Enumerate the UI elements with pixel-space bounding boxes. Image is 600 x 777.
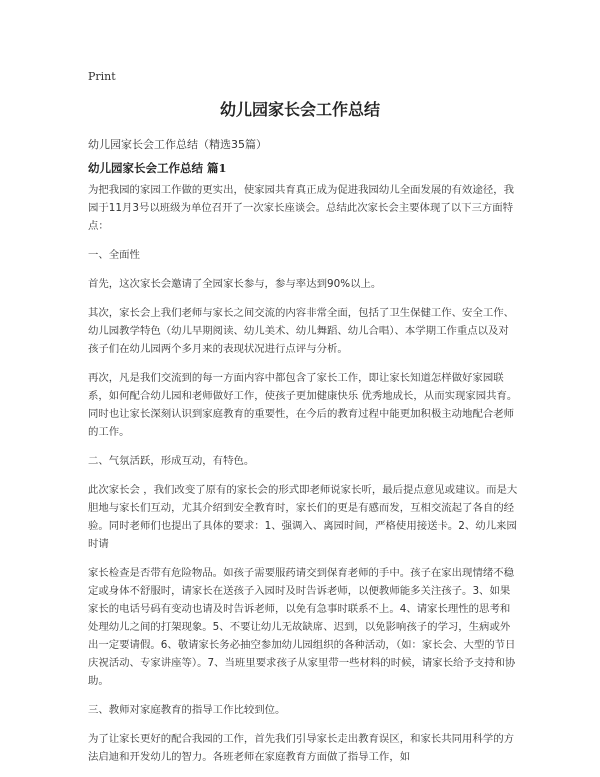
page-title: 幼儿园家长会工作总结 [219, 100, 380, 119]
paragraph-guidance: 为了让家长更好的配合我园的工作，首先我们引导家长走出教育误区，和家长共同用科学的方法启迪和开发幼儿的智力。各班老师在家庭教育方面做了指导工作，如 [88, 733, 515, 763]
print-label: Print [88, 70, 116, 83]
paragraph-second: 其次，家长会上我们老师与家长之间交流的内容非常全面，包括了卫生保健工作、安全工作、幼儿园教学特色（幼儿早期阅读、幼儿美术、幼儿舞蹈、幼儿合唱）、本学期工作重点以及对孩子们在幼儿园两个多月来的表现状况进行点评与分析。 [88, 307, 515, 355]
section-heading: 幼儿园家长会工作总结 篇1 [88, 161, 227, 175]
document-subtitle: 幼儿园家长会工作总结（精选35篇） [88, 138, 267, 151]
document-body [88, 181, 518, 777]
heading-comprehensive: 一、全面性 [88, 249, 140, 261]
paragraph-intro: 为把我园的家园工作做的更实出，使家园共育真正成为促进我园幼儿全面发展的有效途径，我园于11月3号以班级为单位召开了一次家长座谈会。总结此次家长会主要体现了以下三方面特点： [88, 184, 515, 232]
heading-interactive: 二、气氛活跃，形成互动，有特色。 [88, 455, 255, 467]
paragraph-first: 首先，这次家长会邀请了全园家长参与，参与率达到90%以上。 [88, 278, 382, 290]
paragraph-interaction: 此次家长会 ，我们改变了原有的家长会的形式即老师说家长听，最后提点意见或建议。而是大胆地与家长们互动，尤其介绍到安全教育时，家长们的更是有感而发，互相交流起了各自的经验。同时老师们也提出了具体的要求：1、强调入、离园时间，严格使用接送卡。2、幼儿来园时请 [88, 484, 518, 550]
paragraph-requirements: 家长检查是否带有危险物品。如孩子需要服药请交到保育老师的手中。孩子在家出现情绪不稳定或身体不舒服时，请家长在送孩子入园时及时告诉老师，以便教师能多关注孩子。3、如果家长的电话号码有变动也请及时告诉老师，以免有急事时联系不上。4、请家长理性的思考和处理幼儿之间的打架现象。5、不要让幼儿无故缺席、迟到，以免影响孩子的学习，生病或外出一定要请假。6、敬请家长务必抽空参加幼儿园组织的各种活动，（如：家长会、大型的节日庆祝活动、专家讲座等）。7、当班里要求孩子从家里带一些材料的时候，请家长给予支持和协助。 [88, 567, 516, 687]
heading-guidance: 三、教师对家庭教育的指导工作比较到位。 [88, 704, 286, 716]
paragraph-third: 再次，凡是我们交流到的每一方面内容中都包含了家长工作，即让家长知道怎样做好家园联系，如何配合幼儿园和老师做好工作，使孩子更加健康快乐 优秀地成长，从而实现家园共育。同时也让家长深刻认识到家庭教育的重要性，在今后的教育过程中能更加积极主动地配合老师的工作。 [88, 372, 518, 438]
